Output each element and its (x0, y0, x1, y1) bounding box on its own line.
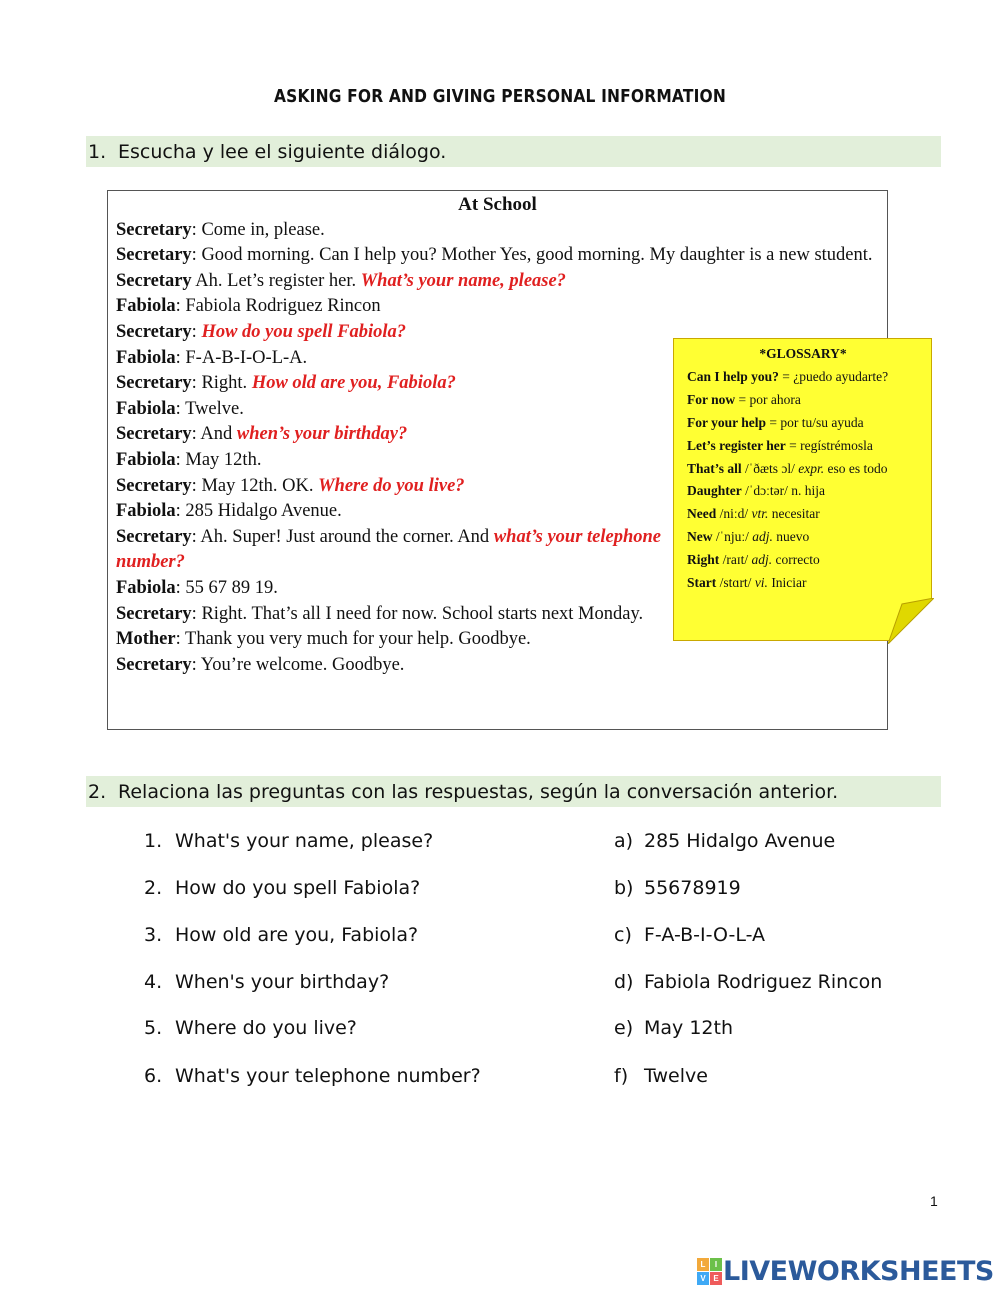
glossary-part-of-speech: adj. (752, 529, 773, 545)
speaker-name: Secretary (116, 424, 192, 445)
glossary-definition: nuevo (772, 529, 810, 545)
glossary-term: Start (687, 575, 717, 591)
line-text: Fabiola Rodriguez Rincon (185, 296, 381, 317)
glossary-term: Let’s register her (687, 437, 786, 453)
glossary-term: That’s all (687, 460, 742, 476)
speaker-separator: : (175, 501, 186, 522)
speaker-name: Secretary (116, 270, 192, 291)
glossary-term: For your help (687, 414, 767, 430)
logo-tile: V (697, 1272, 709, 1285)
highlighted-question: when’s your birthday? (236, 424, 408, 445)
logo-tile: I (710, 1258, 722, 1271)
speaker-name: Secretary (116, 526, 192, 547)
glossary-definition: n. hija (791, 483, 825, 499)
dialogue-line (116, 576, 666, 602)
line-text: Ah. Super! Just around the corner. And (200, 526, 494, 547)
speaker-separator: : (175, 347, 186, 368)
speaker-name: Secretary (116, 321, 192, 342)
glossary-definition: = por ahora (735, 391, 801, 407)
speaker-separator: : (191, 526, 201, 547)
answer-letter: c) (614, 924, 632, 946)
answer-letter: e) (614, 1017, 634, 1039)
question-text: When's your birthday? (175, 971, 390, 993)
dialogue-line (116, 653, 879, 679)
glossary-definition: correcto (772, 552, 820, 568)
logo-tile: L (697, 1258, 709, 1271)
answer-text: 285 Hidalgo Avenue (644, 830, 836, 852)
speaker-separator: : (175, 629, 186, 650)
speaker-name: Fabiola (116, 449, 176, 470)
dialogue-line (116, 294, 879, 320)
section-2-number: 2. (88, 780, 107, 803)
glossary-note (673, 338, 932, 641)
speaker-separator: : (175, 577, 186, 598)
answer-text: May 12th (644, 1017, 733, 1039)
line-text: Ah. Let’s register her. (195, 270, 361, 291)
answer-text: Twelve (644, 1065, 708, 1087)
line-text: 55 67 89 19. (185, 577, 278, 598)
speaker-separator: : (191, 654, 201, 675)
answer-text: F-A-B-I-O-L-A (644, 924, 766, 946)
speaker-name: Secretary (116, 373, 192, 394)
section-1-header (86, 136, 941, 167)
glossary-term: New (687, 529, 713, 545)
glossary-definition: Iniciar (767, 575, 807, 591)
answer-letter: b) (614, 877, 634, 899)
glossary-title: *GLOSSARY* (759, 346, 847, 361)
line-text: F-A-B-I-O-L-A. (185, 347, 308, 368)
answer-item (614, 924, 765, 954)
speaker-name: Fabiola (116, 501, 176, 522)
speaker-separator: : (191, 245, 202, 266)
highlighted-question: Where do you live? (318, 475, 465, 496)
glossary-pronunciation: /niːd/ (716, 506, 752, 522)
glossary-term: For now (687, 391, 736, 407)
highlighted-question: How do you spell Fabiola? (201, 321, 406, 342)
glossary-pronunciation: /ˈnjuː/ (712, 529, 753, 545)
dialogue-line (116, 525, 666, 576)
speaker-separator: : (191, 475, 202, 496)
line-text: Good morning. Can I help you? Mother Yes, good morning. My daughter is a new student. (201, 245, 873, 266)
speaker-name: Fabiola (116, 296, 176, 317)
question-number: 3. (144, 924, 163, 946)
line-text: May 12th. (185, 449, 262, 470)
question-number: 2. (144, 877, 163, 899)
question-item (144, 971, 389, 1001)
highlighted-question: what’s your telephone number? (116, 526, 662, 573)
section-1-number: 1. (88, 140, 107, 163)
speaker-name: Fabiola (116, 577, 176, 598)
question-item (144, 1017, 357, 1047)
glossary-pronunciation: /ˈdɔːtər/ (741, 483, 792, 499)
speaker-name: Secretary (116, 603, 192, 624)
glossary-term: Can I help you? (687, 368, 779, 384)
speaker-separator: : (191, 321, 202, 342)
question-number: 1. (144, 830, 163, 852)
speaker-name: Secretary (116, 654, 192, 675)
dialogue-line (116, 243, 879, 269)
glossary-item (687, 412, 931, 435)
question-item (144, 830, 433, 860)
glossary-pronunciation: /stɑrt/ (716, 575, 755, 591)
dialogue-line (116, 218, 879, 244)
glossary-definition: = ¿puedo ayudarte? (778, 368, 889, 384)
logo-text: LIVEWORKSHEETS (723, 1255, 994, 1287)
question-item (144, 877, 420, 907)
line-text: Come in, please. (201, 219, 325, 240)
speaker-separator: : (175, 398, 186, 419)
line-text: Right. That’s all I need for now. School starts next Monday. (201, 603, 644, 624)
speaker-separator: : (175, 449, 186, 470)
answer-item (614, 877, 741, 907)
question-text: What's your telephone number? (175, 1065, 481, 1087)
speaker-name: Secretary (116, 475, 192, 496)
speaker-name: Mother (116, 629, 176, 650)
glossary-part-of-speech: vi. (754, 575, 768, 591)
page-curl-icon (888, 598, 934, 644)
page-number: 1 (930, 1193, 938, 1209)
glossary-items (687, 366, 931, 595)
glossary-item (687, 549, 931, 572)
question-item (144, 1065, 481, 1095)
speaker-separator: : (191, 219, 202, 240)
speaker-name: Fabiola (116, 398, 176, 419)
logo-icon (697, 1258, 721, 1284)
section-2-header (86, 776, 941, 807)
question-text: Where do you live? (175, 1017, 357, 1039)
glossary-item (687, 458, 931, 481)
speaker-separator: : (191, 424, 201, 445)
dialogue-title: At School (458, 194, 537, 215)
liveworksheets-logo (697, 1255, 994, 1287)
speaker-name: Secretary (116, 245, 192, 266)
answer-item (614, 830, 835, 860)
line-text: And (200, 424, 237, 445)
line-text: You’re welcome. Goodbye. (200, 654, 405, 675)
glossary-term: Daughter (687, 483, 742, 499)
glossary-item (687, 572, 931, 595)
section-2-instruction: Relaciona las preguntas con las respuestas, según la conversación anterior. (118, 780, 839, 803)
answer-text: 55678919 (644, 877, 741, 899)
glossary-item (687, 366, 931, 389)
speaker-name: Secretary (116, 219, 192, 240)
glossary-item (687, 526, 931, 549)
glossary-definition: necesitar (768, 506, 820, 522)
speaker-separator: : (191, 603, 202, 624)
answer-item (614, 1017, 733, 1047)
line-text: May 12th. OK. (201, 475, 319, 496)
line-text: Thank you very much for your help. Goodbye. (185, 629, 531, 650)
glossary-term: Right (687, 552, 720, 568)
question-text: How do you spell Fabiola? (175, 877, 421, 899)
speaker-separator: : (191, 373, 202, 394)
glossary-pronunciation: /raɪt/ (719, 552, 752, 568)
glossary-item (687, 435, 931, 458)
question-item (144, 924, 418, 954)
glossary-term: Need (687, 506, 717, 522)
glossary-definition: eso es todo (824, 460, 888, 476)
answer-letter: d) (614, 971, 634, 993)
glossary-item (687, 503, 931, 526)
glossary-definition: = regístrémosla (785, 437, 873, 453)
dialogue-line (116, 602, 666, 628)
glossary-item (687, 389, 931, 412)
question-number: 5. (144, 1017, 163, 1039)
answer-letter: a) (614, 830, 634, 852)
line-text: Right. (201, 373, 252, 394)
question-text: What's your name, please? (175, 830, 434, 852)
answer-text: Fabiola Rodriguez Rincon (644, 971, 883, 993)
answer-letter: f) (614, 1065, 629, 1087)
glossary-definition: = por tu/su ayuda (766, 414, 864, 430)
speaker-name: Fabiola (116, 347, 176, 368)
line-text: Twelve. (185, 398, 244, 419)
glossary-part-of-speech: expr. (798, 460, 825, 476)
glossary-pronunciation: /ˈðæts ɔl/ (741, 460, 799, 476)
highlighted-question: What’s your name, please? (360, 270, 566, 291)
highlighted-question: How old are you, Fabiola? (251, 373, 456, 394)
dialogue-line (116, 269, 879, 295)
question-number: 4. (144, 971, 163, 993)
glossary-part-of-speech: vtr. (751, 506, 769, 522)
logo-tile: E (710, 1272, 722, 1285)
answer-item (614, 971, 882, 1001)
question-text: How old are you, Fabiola? (175, 924, 419, 946)
glossary-part-of-speech: adj. (751, 552, 773, 568)
line-text: 285 Hidalgo Avenue. (185, 501, 342, 522)
page-title: ASKING FOR AND GIVING PERSONAL INFORMATION (274, 86, 726, 107)
section-1-instruction: Escucha y lee el siguiente diálogo. (118, 140, 447, 163)
speaker-separator: : (175, 296, 186, 317)
answer-item (614, 1065, 708, 1095)
question-number: 6. (144, 1065, 163, 1087)
glossary-item (687, 480, 931, 503)
